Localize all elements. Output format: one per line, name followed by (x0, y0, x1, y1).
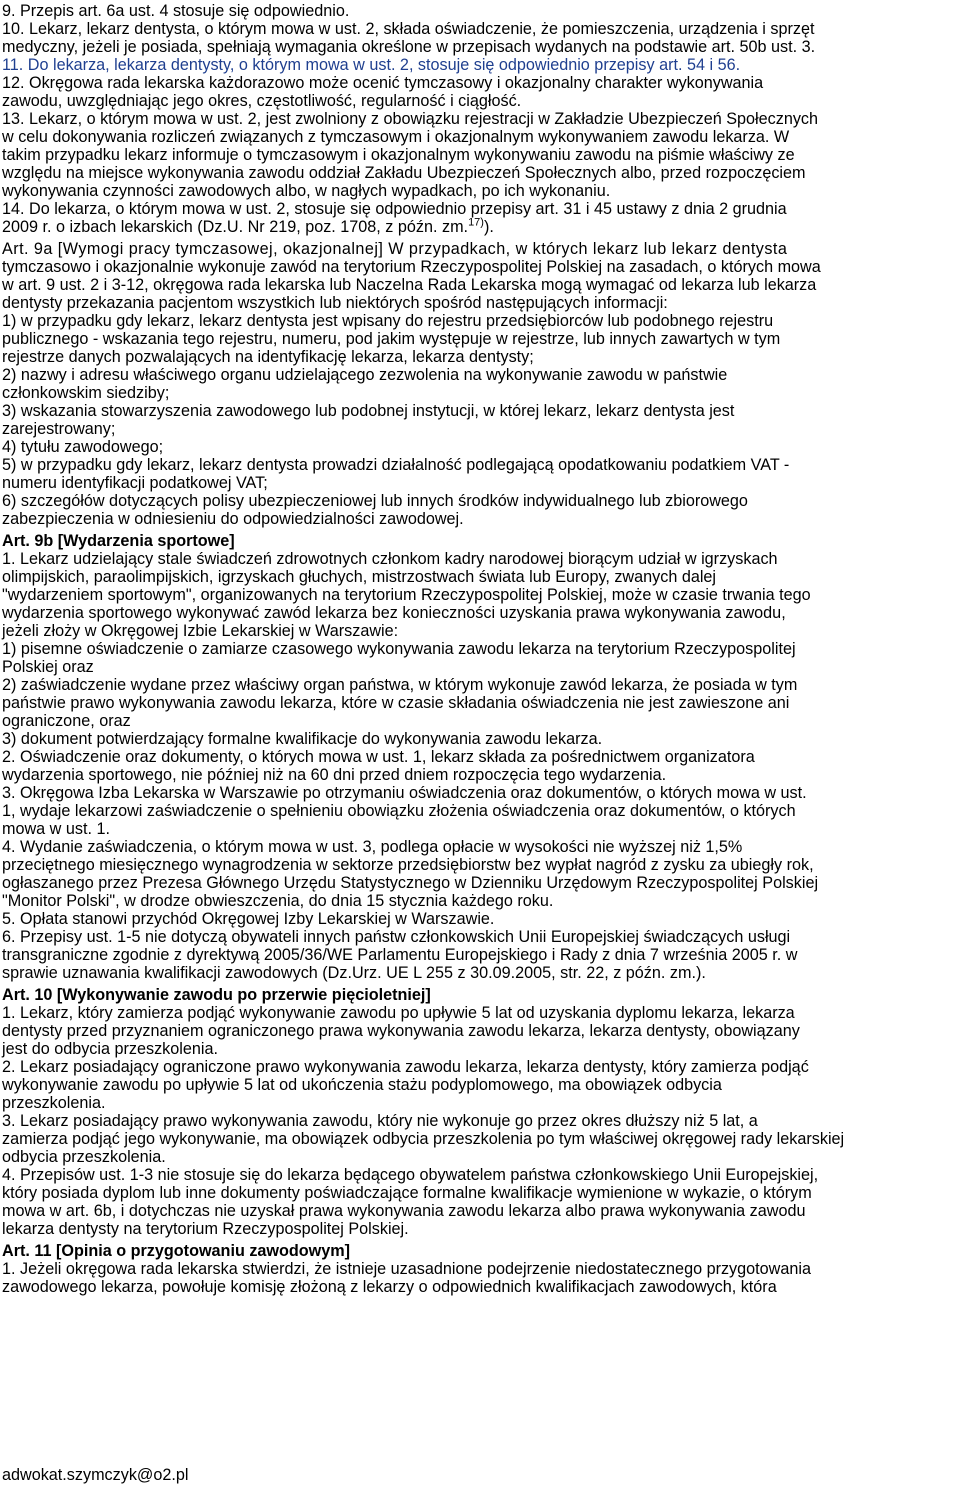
line-text: medyczny, jeżeli je posiada, spełniają wymagania określone w przepisach wydanych na podstawie art. 50b ust. 3. (2, 38, 816, 56)
line-text: 3. Lekarz posiadający prawo wykonywania zawodu, który nie wykonuje go przez okres dłuższy niż 5 lat, a (2, 1112, 758, 1130)
text-line (2, 838, 957, 856)
text-line (2, 748, 957, 766)
text-line (2, 910, 957, 928)
text-line (2, 676, 957, 694)
line-text: Art. 11 [Opinia o przygotowaniu zawodowym] (2, 1242, 351, 1260)
text-line (2, 1094, 957, 1112)
line-text: zawodowego lekarza, powołuje komisję złożoną z lekarzy o odpowiednich kwalifikacjach zawodowych, która (2, 1278, 777, 1296)
line-text: 6. Przepisy ust. 1-5 nie dotyczą obywateli innych państw członkowskich Unii Europejskiej świadczących usługi (2, 928, 791, 946)
text-line (2, 730, 957, 748)
text-line (2, 2, 957, 20)
text-line (2, 330, 957, 348)
line-text: 1. Lekarz udzielający stale świadczeń zdrowotnych członkom kadry narodowej biorącym udział w igrzyskach (2, 550, 778, 568)
text-line (2, 1278, 957, 1296)
line-text: "Monitor Polski", w drodze obwieszczenia, do dnia 15 stycznia każdego roku. (2, 892, 554, 910)
text-line (2, 146, 957, 164)
line-text: 11. Do lekarza, lekarza dentysty, o którym mowa w ust. 2, stosuje się odpowiednio przepisy art. 54 i 56. (2, 56, 741, 74)
article-heading (2, 1242, 957, 1260)
text-line (2, 964, 957, 982)
line-text: 4. Wydanie zaświadczenia, o którym mowa w ust. 3, podlega opłacie w wysokości nie wyższej niż 1,5% (2, 838, 743, 856)
line-text: 1) w przypadku gdy lekarz, lekarz dentysta jest wpisany do rejestru przedsiębiorców lub podobnego rejestru (2, 312, 774, 330)
line-text: 2. Lekarz posiadający ograniczone prawo wykonywania zawodu lekarza, lekarza dentysty, który zamierza podjąć (2, 1058, 809, 1076)
line-text: wykonywanie zawodu po upływie 5 lat od ukończenia stażu podyplomowego, ma obowiązek odbycia (2, 1076, 722, 1094)
line-text: jest do odbycia przeszkolenia. (2, 1040, 218, 1058)
line-text: "wydarzeniem sportowym", organizowanych na terytorium Rzeczypospolitej Polskiej, może w czasie trwania tego (2, 586, 811, 604)
line-text: numeru identyfikacji podatkowej VAT; (2, 474, 268, 492)
text-line (2, 766, 957, 784)
text-line (2, 74, 957, 92)
line-text: 13. Lekarz, o którym mowa w ust. 2, jest zwolniony z obowiązku rejestracji w Zakładzie Ubezpieczeń Społecznych (2, 110, 819, 128)
text-line (2, 892, 957, 910)
text-line (2, 474, 957, 492)
line-text: 12. Okręgowa rada lekarska każdorazowo może ocenić tymczasowy i okazjonalny charakter wykonywania (2, 74, 764, 92)
text-line (2, 56, 957, 74)
text-line (2, 164, 957, 182)
text-line (2, 258, 957, 276)
line-text: transgraniczne zgodnie z dyrektywą 2005/36/WE Parlamentu Europejskiego i Rady z dnia 7 września 2005 r. w (2, 946, 798, 964)
text-line (2, 874, 957, 892)
text-line (2, 276, 957, 294)
text-line (2, 510, 957, 528)
line-text: tymczasowo i okazjonalnie wykonuje zawód na terytorium Rzeczypospolitej Polskiej na zasadach, o których mowa (2, 258, 821, 276)
line-text: przeciętnego miesięcznego wynagrodzenia w sektorze przedsiębiorstw bez wypłat nagród z zysku za ubiegły rok, (2, 856, 814, 874)
line-text: zamierza podjąć jego wykonywanie, ma obowiązek odbycia przeszkolenia po tym właściwej okręgowej rady lekarskiej (2, 1130, 845, 1148)
text-line (2, 312, 957, 330)
line-text: dentysty przed przyznaniem ograniczonego prawa wykonywania zawodu lekarza, lekarza dentysty, obowiązany (2, 1022, 800, 1040)
line-text: olimpijskich, paraolimpijskich, igrzyskach głuchych, mistrzostwach świata lub Europy, zwanych dalej (2, 568, 717, 586)
line-text: 2) zaświadczenie wydane przez właściwy organ państwa, w którym wykonuje zawód lekarza, że posiada w tym (2, 676, 798, 694)
text-line (2, 348, 957, 366)
line-text: 1. Lekarz, który zamierza podjąć wykonywanie zawodu po upływie 5 lat od uzyskania dyplomu lekarza, lekarza (2, 1004, 795, 1022)
line-text: 4) tytułu zawodowego; (2, 438, 164, 456)
text-line (2, 1202, 957, 1220)
line-text: 2. Oświadczenie oraz dokumenty, o których mowa w ust. 1, lekarz składa za pośrednictwem organizatora (2, 748, 755, 766)
line-text: 5) w przypadku gdy lekarz, lekarz dentysta prowadzi działalność podlegającą opodatkowaniu podatkiem VAT - (2, 456, 790, 474)
text-line (2, 1220, 957, 1238)
line-text: wykonywania czynności zawodowych albo, w nagłych wypadkach, po ich wykonaniu. (2, 182, 611, 200)
line-text: państwie prawo wykonywania zawodu lekarza, które w czasie składania oświadczenia nie jest zawieszone ani (2, 694, 790, 712)
text-line (2, 1148, 957, 1166)
text-line (2, 586, 957, 604)
text-line (2, 1130, 957, 1148)
text-line (2, 218, 957, 236)
text-line (2, 200, 957, 218)
article-heading (2, 532, 957, 550)
line-text: 5. Opłata stanowi przychód Okręgowej Izby Lekarskiej w Warszawie. (2, 910, 495, 928)
line-text: 4. Przepisów ust. 1-3 nie stosuje się do lekarza będącego obywatelem państwa członkowskiego Unii Europejskiej, (2, 1166, 819, 1184)
line-text: 1) pisemne oświadczenie o zamiarze czasowego wykonywania zawodu lekarza na terytorium Rzeczypospolitej (2, 640, 796, 658)
line-text: 2) nazwy i adresu właściwego organu udzielającego zezwolenia na wykonywanie zawodu w państwie (2, 366, 728, 384)
line-text: 10. Lekarz, lekarz dentysta, o którym mowa w ust. 2, składa oświadczenie, że pomieszczenia, urządzenia i sprzęt (2, 20, 815, 38)
line-text: mowa w art. 6b, i dotychczas nie uzyskał prawa wykonywania zawodu lekarza albo prawa wykonywania zawodu (2, 1202, 806, 1220)
line-text: 3. Okręgowa Izba Lekarska w Warszawie po otrzymaniu oświadczenia oraz dokumentów, o których mowa w ust. (2, 784, 807, 802)
text-line (2, 182, 957, 200)
line-text: zawodu, uwzględniając jego okres, częstotliwość, regularność i ciągłość. (2, 92, 522, 110)
document-body (2, 2, 957, 1296)
text-line (2, 784, 957, 802)
line-text: Art. 9a [Wymogi pracy tymczasowej, okazjonalnej] W przypadkach, w których lekarz lub lekarz dentysta (2, 240, 788, 258)
text-line (2, 1166, 957, 1184)
text-line (2, 802, 957, 820)
line-text: zarejestrowany; (2, 420, 116, 438)
line-text: rejestrze danych pozwalających na identyfikację lekarza, lekarza dentysty; (2, 348, 534, 366)
text-line (2, 1040, 957, 1058)
text-line (2, 438, 957, 456)
text-line (2, 1260, 957, 1278)
line-text: takim przypadku lekarz informuje o tymczasowym i okazjonalnym wykonywaniu zawodu na piśmie właściwy ze (2, 146, 795, 164)
line-text: wydarzenia sportowego wykonywać zawód lekarza bez konieczności uzyskania prawa wykonywania zawodu, (2, 604, 786, 622)
text-line (2, 128, 957, 146)
line-text: który posiada dyplom lub inne dokumenty poświadczające formalne kwalifikacje wymienione w wykazie, o którym (2, 1184, 812, 1202)
line-text: sprawie uznawania kwalifikacji zawodowych (Dz.Urz. UE L 255 z 30.09.2005, str. 22, z późn. zm.). (2, 964, 706, 982)
text-line (2, 1184, 957, 1202)
text-line (2, 622, 957, 640)
text-line (2, 568, 957, 586)
footer-email: adwokat.szymczyk@o2.pl (2, 1466, 189, 1484)
text-line (2, 240, 957, 258)
line-text: wydarzenia sportowego, nie później niż na 60 dni przed dniem rozpoczęcia tego wydarzenia. (2, 766, 667, 784)
line-text: 1. Jeżeli okręgowa rada lekarska stwierdzi, że istnieje uzasadnione podejrzenie niedostatecznego przygotowania (2, 1260, 811, 1278)
line-text: Art. 10 [Wykonywanie zawodu po przerwie pięcioletniej] (2, 986, 431, 1004)
line-text: przeszkolenia. (2, 1094, 106, 1112)
text-line (2, 20, 957, 38)
line-text: mowa w ust. 1. (2, 820, 110, 838)
text-line (2, 712, 957, 730)
line-text: 9. Przepis art. 6a ust. 4 stosuje się odpowiednio. (2, 2, 350, 20)
line-text-tail: ). (483, 218, 494, 236)
text-line (2, 366, 957, 384)
text-line (2, 492, 957, 510)
line-text: lekarza dentysty na terytorium Rzeczypospolitej Polskiej. (2, 1220, 409, 1238)
line-text: jeżeli złoży w Okręgowej Izbie Lekarskiej w Warszawie: (2, 622, 399, 640)
text-line (2, 1004, 957, 1022)
text-line (2, 38, 957, 56)
text-line (2, 1112, 957, 1130)
text-line (2, 658, 957, 676)
text-line (2, 694, 957, 712)
text-line (2, 550, 957, 568)
article-heading (2, 986, 957, 1004)
text-line (2, 402, 957, 420)
text-line (2, 1022, 957, 1040)
text-line (2, 1058, 957, 1076)
line-text: odbycia przeszkolenia. (2, 1148, 166, 1166)
line-text: ogłaszanego przez Prezesa Głównego Urzędu Statystycznego w Dzienniku Urzędowym Rzeczypospolitej Polskiej (2, 874, 819, 892)
line-text: 2009 r. o izbach lekarskich (Dz.U. Nr 219, poz. 1708, z późn. zm. (2, 218, 469, 236)
line-text: w art. 9 ust. 2 i 3-12, okręgowa rada lekarska lub Naczelna Rada Lekarska mogą wymagać od lekarza lub lekarza (2, 276, 817, 294)
line-text: publicznego - wskazania tego rejestru, numeru, pod jakim występuje w rejestrze, lub innych zawartych w tym (2, 330, 781, 348)
text-line (2, 856, 957, 874)
line-text: Polskiej oraz (2, 658, 94, 676)
text-line (2, 456, 957, 474)
line-text: członkowskim siedziby; (2, 384, 170, 402)
line-text: ograniczone, oraz (2, 712, 131, 730)
text-line (2, 294, 957, 312)
text-line (2, 640, 957, 658)
line-text: 6) szczegółów dotyczących polisy ubezpieczeniowej lub innych środków indywidualnego lub zbiorowego (2, 492, 748, 510)
line-text: w celu dokonywania rozliczeń związanych z tymczasowym i okazjonalnym wykonywaniem zawodu lekarza. W (2, 128, 790, 146)
text-line (2, 420, 957, 438)
text-line (2, 928, 957, 946)
line-text: 3) wskazania stowarzyszenia zawodowego lub podobnej instytucji, w której lekarz, lekarz dentysta jest (2, 402, 735, 420)
line-text: 14. Do lekarza, o którym mowa w ust. 2, stosuje się odpowiednio przepisy art. 31 i 45 ustawy z dnia 2 grudnia (2, 200, 787, 218)
text-line (2, 604, 957, 622)
line-text: Art. 9b [Wydarzenia sportowe] (2, 532, 235, 550)
line-text: dentysty przekazania pacjentom wszystkich lub niektórych spośród następujących informacji: (2, 294, 668, 312)
line-text: 1, wydaje lekarzowi zaświadczenie o spełnieniu obowiązku złożenia oświadczenia oraz dokumentów, o których (2, 802, 796, 820)
line-text: 3) dokument potwierdzający formalne kwalifikacje do wykonywania zawodu lekarza. (2, 730, 603, 748)
footnote-ref: 17) (468, 216, 484, 229)
text-line (2, 384, 957, 402)
text-line (2, 92, 957, 110)
text-line (2, 1076, 957, 1094)
line-text: względu na miejsce wykonywania zawodu oddział Zakładu Ubezpieczeń Społecznych albo, przed rozpoczęciem (2, 164, 806, 182)
text-line (2, 110, 957, 128)
text-line (2, 820, 957, 838)
line-text: zabezpieczenia w odniesieniu do odpowiedzialności zawodowej. (2, 510, 464, 528)
text-line (2, 946, 957, 964)
